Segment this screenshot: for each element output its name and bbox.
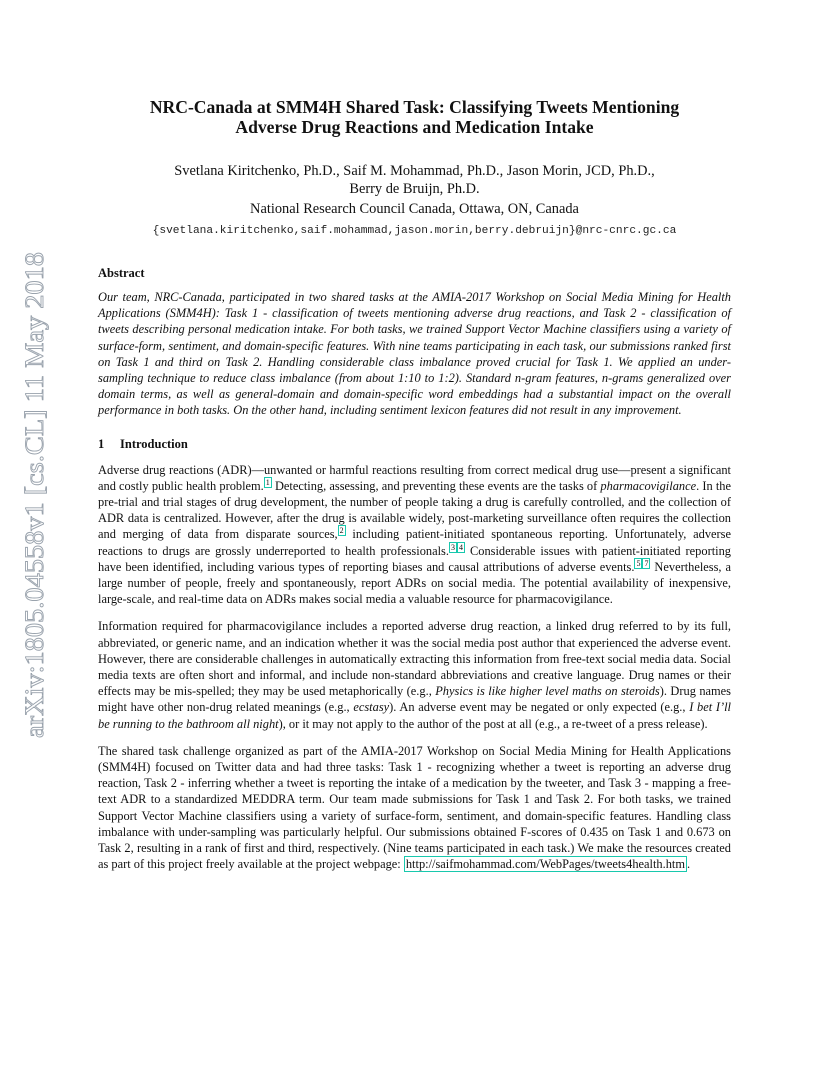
text-run: Nevertheless, a large number of people, freely and spontaneously, report ADRs on social media. The potential availability of inexpensive, large-scale, and real-time data on ADRs makes social media a valuable resource for pharmacovigilance. xyxy=(98,559,731,607)
authors-line-1: Svetlana Kiritchenko, Ph.D., Saif M. Mohammad, Ph.D., Jason Morin, JCD, Ph.D., xyxy=(174,163,655,179)
authors-line-2: Berry de Bruijn, Ph.D. xyxy=(349,181,480,197)
text-run: The shared task challenge organized as part of the AMIA-2017 Workshop on Social Media Mining for Health Applications (SMM4H) focused on Twitter data and had three tasks: Task 1 - recognizing whether a tweet is reporting an adverse drug reaction, Task 2 - inferring whether a tweet is reporting the intake of a medication by the tweeter, and Task 3 - mapping a free-text ADR to a standardized MEDDRA term. Our team made submissions for Task 1 and Task 2. For both tasks, we trained Support Vector Machine classifiers using a variety of surface-form, sentiment, and domain-specific features. Handling class imbalance with under-sampling was particularly helpful. Our submissions obtained F-scores of 0.435 on Task 1 and 0.673 on Task 2, resulting in a rank of first and third, respectively. (Nine teams participated in each task.) We make the resources created as part of this project freely available at the project webpage: xyxy=(98,743,731,872)
abstract-text: Our team, NRC-Canada, participated in two shared tasks at the AMIA-2017 Workshop on Social Media Mining for Health Applications (SMM4H): Task 1 - classification of tweets mentioning adverse drug reactions, and Task 2 - classification of tweets describing personal medication intake. For both tasks, we trained Support Vector Machine classifiers using a variety of surface-form, sentiment, and domain-specific features. With nine teams participating in each task, our submissions ranked first on Task 1 and third on Task 2. Handling considerable class imbalance proved crucial for Task 1. We applied an under-sampling technique to reduce class imbalance (from about 1:10 to 1:2). Standard n-gram features, n-grams generalized over domain terms, as well as general-domain and domain-specific word embeddings had a substantial impact on the overall performance in both tasks. On the other hand, including sentiment lexicon features did not result in any improvement. xyxy=(98,290,731,418)
text-run: . In the pre-trial and trial stages of drug development, the number of people taking a drug is carefully controlled, and the collection of ADR data is centralized. However, after the drug is available widely, post-marketing surveillance often requires the collection and merging of data from disparate sources, xyxy=(98,478,731,542)
paper-page xyxy=(98,97,731,873)
citation-link[interactable]: 4 xyxy=(458,542,463,552)
abstract-heading: Abstract xyxy=(98,266,145,280)
intro-paragraph-3 xyxy=(98,743,731,873)
emphasis-text: I bet I’ll be running to the bathroom all night xyxy=(98,700,731,731)
emphasis-text: ecstasy xyxy=(353,700,390,715)
text-run: Adverse drug reactions (ADR)—unwanted or harmful reactions resulting from correct medical drug use—present a significant and costly public health problem. xyxy=(98,462,731,493)
paper-title xyxy=(98,97,731,137)
author-emails: {svetlana.kiritchenko,saif.mohammad,jason.morin,berry.debruijn}@nrc-cnrc.gc.ca xyxy=(152,225,677,237)
citation-link[interactable]: 3 xyxy=(450,542,455,552)
text-run: Detecting, assessing, and preventing these events are the tasks of xyxy=(271,478,601,493)
text-run: ), or it may not apply to the author of the post at all (e.g., a re-tweet of a press release). xyxy=(278,716,708,731)
citation-link[interactable]: 5 xyxy=(636,558,641,568)
section-title: Introduction xyxy=(120,436,188,451)
section-number: 1 xyxy=(98,436,105,451)
author-list xyxy=(98,162,731,198)
affiliation: National Research Council Canada, Ottawa, ON, Canada xyxy=(250,201,579,217)
intro-paragraph-2 xyxy=(98,618,731,731)
text-run: including patient-initiated spontaneous reporting. Unfortunately, adverse reactions to drugs are grossly underreported to health professionals. xyxy=(98,527,731,558)
text-run: ). Drug names might have other non-drug related meanings (e.g., xyxy=(98,684,731,715)
citation-link[interactable]: 2 xyxy=(339,526,344,536)
text-run: ). An adverse event may be negated or only expected (e.g., xyxy=(389,700,690,715)
section-heading-introduction xyxy=(98,436,731,452)
project-webpage-link[interactable]: http://saifmohammad.com/WebPages/tweets4health.htm xyxy=(405,857,685,872)
text-run: Information required for pharmacovigilance includes a reported adverse drug reaction, a linked drug referred to by its full, abbreviated, or generic name, and an indication whether it was the social media post author that experienced the adverse event. However, there are considerable challenges in automatically extracting this information from free-text social media data. Social media texts are often short and informal, and include non-standard abbreviations and creative language. Drug names or their effects may be mis-spelled; they may be used metaphorically (e.g., xyxy=(98,619,731,699)
arxiv-stamp-text: arXiv:1805.04558v1 [cs.CL] 11 May 2018 xyxy=(20,292,49,738)
text-run: Considerable issues with patient-initiated reporting have been identified, including various types of reporting biases and causal attributions of adverse events. xyxy=(98,543,731,574)
text-run: . xyxy=(686,857,691,872)
title-line-1: NRC-Canada at SMM4H Shared Task: Classifying Tweets Mentioning xyxy=(149,97,680,117)
citation-link[interactable]: 7 xyxy=(644,558,649,568)
arxiv-stamp xyxy=(17,250,51,740)
citation-link[interactable]: 1 xyxy=(265,477,270,487)
intro-paragraph-1 xyxy=(98,462,731,608)
emphasis-text: pharmacovigilance xyxy=(600,478,697,493)
title-line-2: Adverse Drug Reactions and Medication Intake xyxy=(235,117,594,137)
emphasis-text: Physics is like higher level maths on steroids xyxy=(435,684,660,699)
